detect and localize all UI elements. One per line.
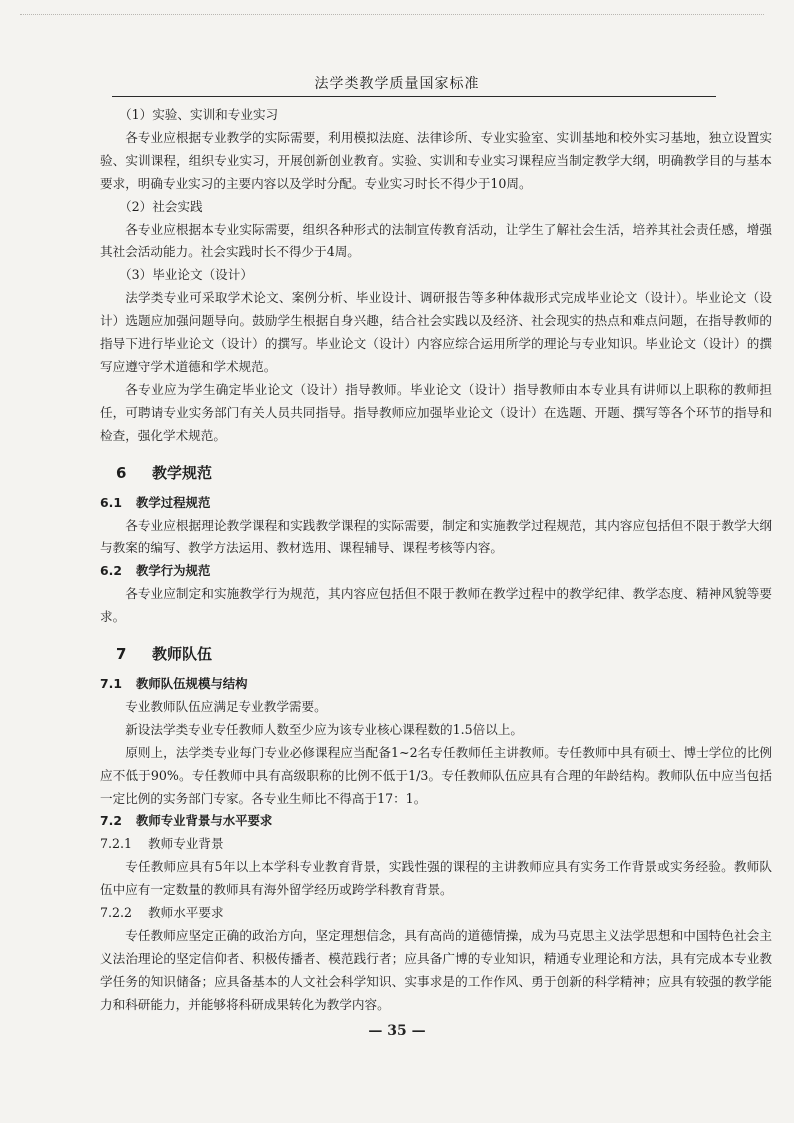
paragraph: 专任教师应具有5年以上本学科专业教育背景，实践性强的课程的主讲教师应具有实务工作背景或实务经验。教师队伍中应有一定数量的教师具有海外留学经历或跨学科教育背景。	[100, 859, 772, 898]
subsection-title: （2）社会实践	[119, 198, 203, 214]
subsection-heading	[100, 492, 772, 515]
section-title: 教师队伍	[152, 645, 213, 664]
page-body	[100, 104, 772, 1017]
paragraph: 各专业应根据本专业实际需要，组织各种形式的法制宣传教育活动，让学生了解社会生活，培养其社会责任感，增强其社会活动能力。社会实践时长不得少于4周。	[100, 221, 772, 260]
scan-artifact-line	[20, 14, 764, 21]
paragraph: 专业教师队伍应满足专业教学需要。	[125, 698, 327, 714]
subsubsection-number: 7.2.2	[100, 905, 133, 921]
section-number: 6	[116, 463, 127, 482]
section-title: 教学规范	[152, 463, 213, 482]
subsection-heading	[100, 673, 772, 696]
paragraph: 法学类专业可采取学术论文、案例分析、毕业设计、调研报告等多种体裁形式完成毕业论文（设计）。毕业论文（设计）选题应加强问题导向。鼓励学生根据自身兴趣，结合社会实践以及经济、社会现实的热点和难点问题，在指导教师的指导下进行毕业论文（设计）的撰写。毕业论文（设计）内容应综合运用所学的理论与专业知识。毕业论文（设计）的撰写应遵守学术道德和学术规范。	[100, 290, 772, 374]
section-heading-7	[116, 643, 772, 665]
paragraph: 专任教师应坚定正确的政治方向，坚定理想信念，具有高尚的道德情操，成为马克思主义法学思想和中国特色社会主义法治理论的坚定信仰者、积极传播者、模范践行者；应具备广博的专业知识，精通专业理论和方法，具有完成本专业教学任务的知识储备；应具备基本的人文社会科学知识、实事求是的工作作风、勇于创新的科学精神；应具有较强的教学能力和科研能力，并能够将科研成果转化为教学内容。	[100, 928, 772, 1012]
subsection-title: （3）毕业论文（设计）	[119, 267, 253, 283]
page-number: — 35 —	[368, 1023, 426, 1039]
section-number: 7	[116, 645, 127, 664]
subsection-title: 教学行为规范	[136, 563, 211, 579]
subsubsection-title: 教师水平要求	[148, 905, 224, 921]
paragraph: 各专业应根据理论教学课程和实践教学课程的实际需要，制定和实施教学过程规范，其内容应包括但不限于教学大纲与教案的编写、教学方法运用、教材选用、课程辅导、课程考核等内容。	[100, 517, 772, 556]
subsubsection-heading	[100, 902, 772, 925]
subsection-number: 7.1	[100, 676, 122, 692]
subsubsection-heading	[100, 833, 772, 856]
paragraph: 各专业应根据专业教学的实际需要，利用模拟法庭、法律诊所、专业实验室、实训基地和校外实习基地，独立设置实验、实训课程，组织专业实习，开展创新创业教育。实验、实训和专业实习课程应当制定教学大纲，明确教学目的与基本要求，明确专业实习的主要内容以及学时分配。专业实习时长不得少于10周。	[100, 129, 772, 191]
subsection-heading	[100, 560, 772, 583]
subsection-title: （1）实验、实训和专业实习	[119, 107, 279, 122]
paragraph: 新设法学类专业专任教师人数至少应为该专业核心课程数的1.5倍以上。	[125, 721, 524, 737]
paragraph: 各专业应为学生确定毕业论文（设计）指导教师。毕业论文（设计）指导教师由本专业具有讲师以上职称的教师担任，可聘请专业实务部门有关人员共同指导。指导教师应加强毕业论文（设计）在选题、开题、撰写等各个环节的指导和检查，强化学术规范。	[100, 381, 772, 443]
paragraph: 原则上，法学类专业每门专业必修课程应当配备1~2名专任教师任主讲教师。专任教师中具有硕士、博士学位的比例应不低于90%。专任教师中具有高级职称的比例不低于1/3。专任教师队伍应具有合理的年龄结构。教师队伍中应当包括一定比例的实务部门专家。各专业生师比不得高于17：1。	[100, 744, 772, 806]
running-header: 法学类教学质量国家标准	[314, 76, 480, 92]
subsubsection-title: 教师专业背景	[148, 836, 224, 852]
subsection-title: 教师队伍规模与结构	[136, 676, 248, 692]
subsection-title: 教学过程规范	[136, 494, 211, 510]
paragraph: 各专业应制定和实施教学行为规范，其内容应包括但不限于教师在教学过程中的教学纪律、教学态度、精神风貌等要求。	[100, 586, 772, 625]
subsection-number: 6.1	[100, 494, 122, 510]
subsection-title: 教师专业背景与水平要求	[136, 813, 273, 829]
subsection-number: 7.2	[100, 813, 122, 829]
subsubsection-number: 7.2.1	[100, 836, 133, 852]
subsection-number: 6.2	[100, 563, 122, 579]
header-rule	[112, 96, 716, 97]
subsection-heading	[100, 810, 772, 833]
section-heading-6	[116, 462, 772, 484]
